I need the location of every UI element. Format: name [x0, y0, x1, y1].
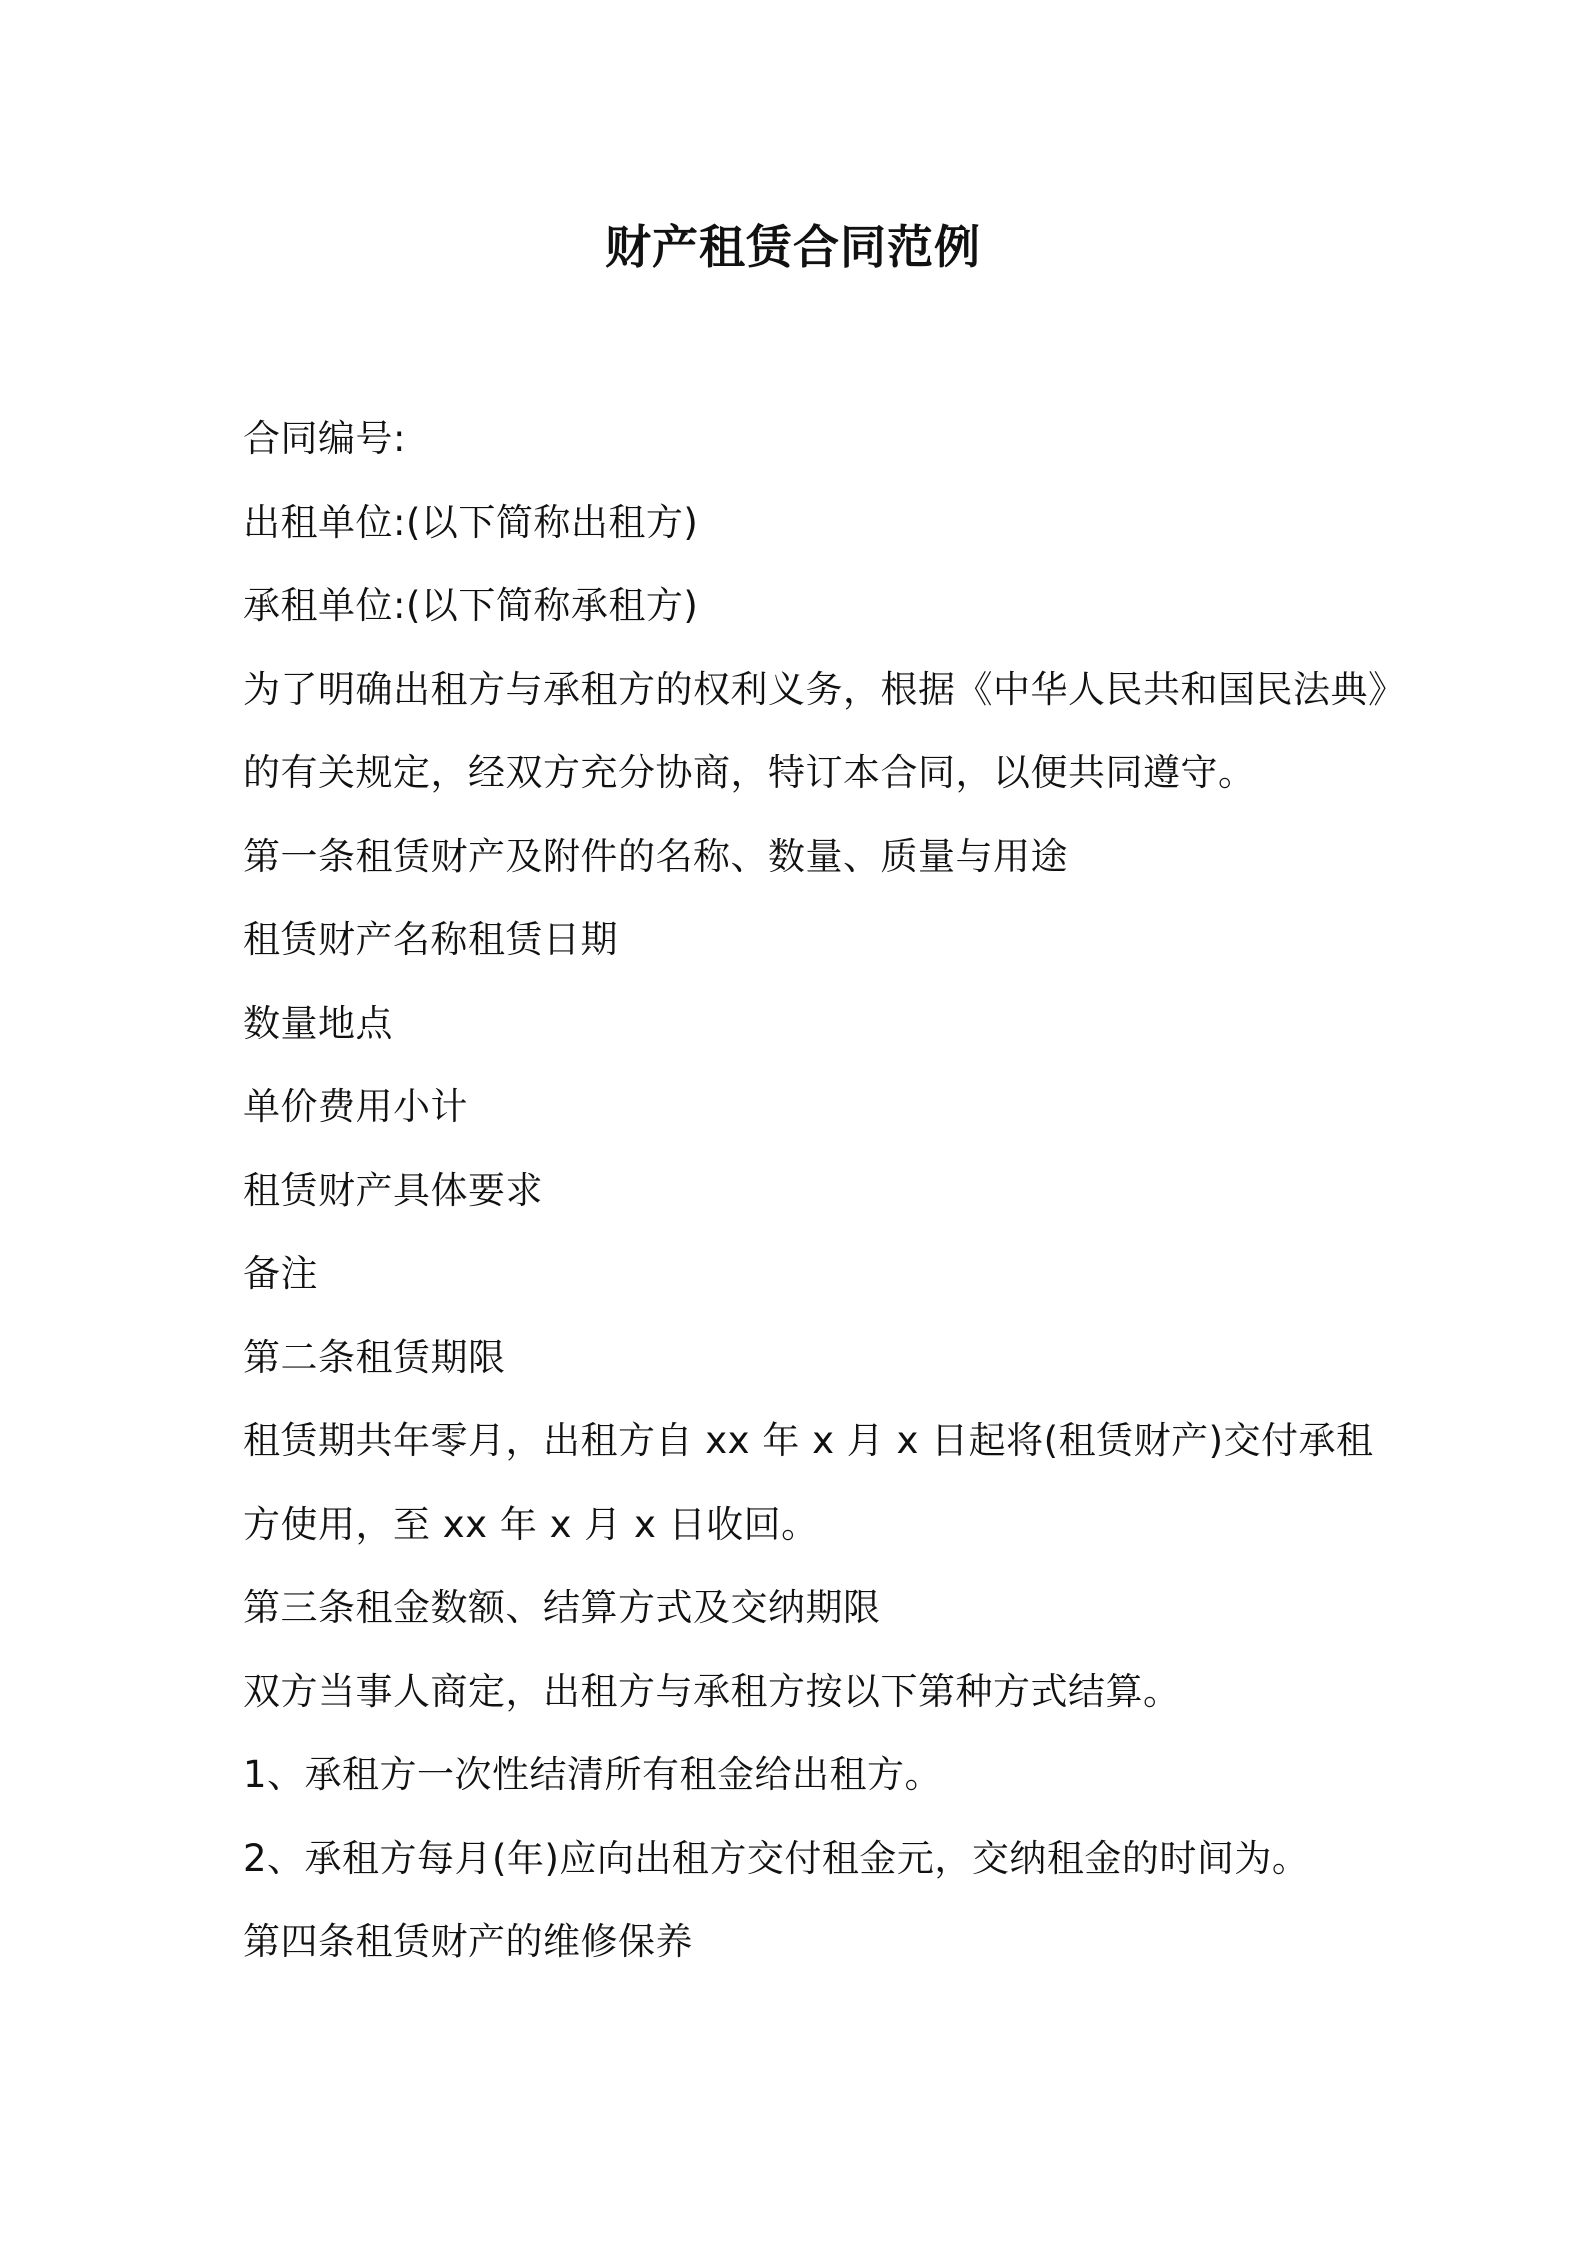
article-2-text-line-2: 方使用，至 xx 年 x 月 x 日收回。 [243, 1502, 819, 1546]
article-2-text-line-1: 租赁期共年零月，出租方自 xx 年 x 月 x 日起将(租赁财产)交付承租 [243, 1419, 1374, 1462]
document-title: 财产租赁合同范例 [605, 220, 981, 274]
preamble-line-1: 为了明确出租方与承租方的权利义务，根据《中华人民共和国民法典》 [243, 667, 1406, 711]
document-body [243, 404, 1406, 1991]
article-1-item-name-date: 租赁财产名称租赁日期 [243, 918, 618, 961]
article-1-item-price-cost: 单价费用小计 [243, 1085, 468, 1128]
article-3-option-2: 2、承租方每月(年)应向出租方交付租金元，交纳租金的时间为。 [243, 1836, 1310, 1880]
preamble-line-2: 的有关规定，经双方充分协商，特订本合同，以便共同遵守。 [243, 751, 1256, 794]
article-1-item-requirements: 租赁财产具体要求 [243, 1168, 543, 1212]
article-2-heading: 第二条租赁期限 [243, 1335, 506, 1379]
article-3-option-1: 1、承租方一次性结清所有租金给出租方。 [243, 1753, 943, 1796]
contract-number-line: 合同编号: [243, 417, 406, 460]
article-1-item-quantity-place: 数量地点 [243, 1001, 393, 1045]
article-1-item-remarks: 备注 [243, 1252, 318, 1295]
article-3-heading: 第三条租金数额、结算方式及交纳期限 [243, 1586, 881, 1629]
lessor-line: 出租单位:(以下简称出租方) [243, 500, 699, 544]
lessee-line: 承租单位:(以下简称承租方) [243, 584, 699, 627]
article-1-heading: 第一条租赁财产及附件的名称、数量、质量与用途 [243, 834, 1068, 878]
article-4-heading: 第四条租赁财产的维修保养 [243, 1920, 693, 1963]
article-3-text: 双方当事人商定，出租方与承租方按以下第种方式结算。 [243, 1669, 1181, 1713]
